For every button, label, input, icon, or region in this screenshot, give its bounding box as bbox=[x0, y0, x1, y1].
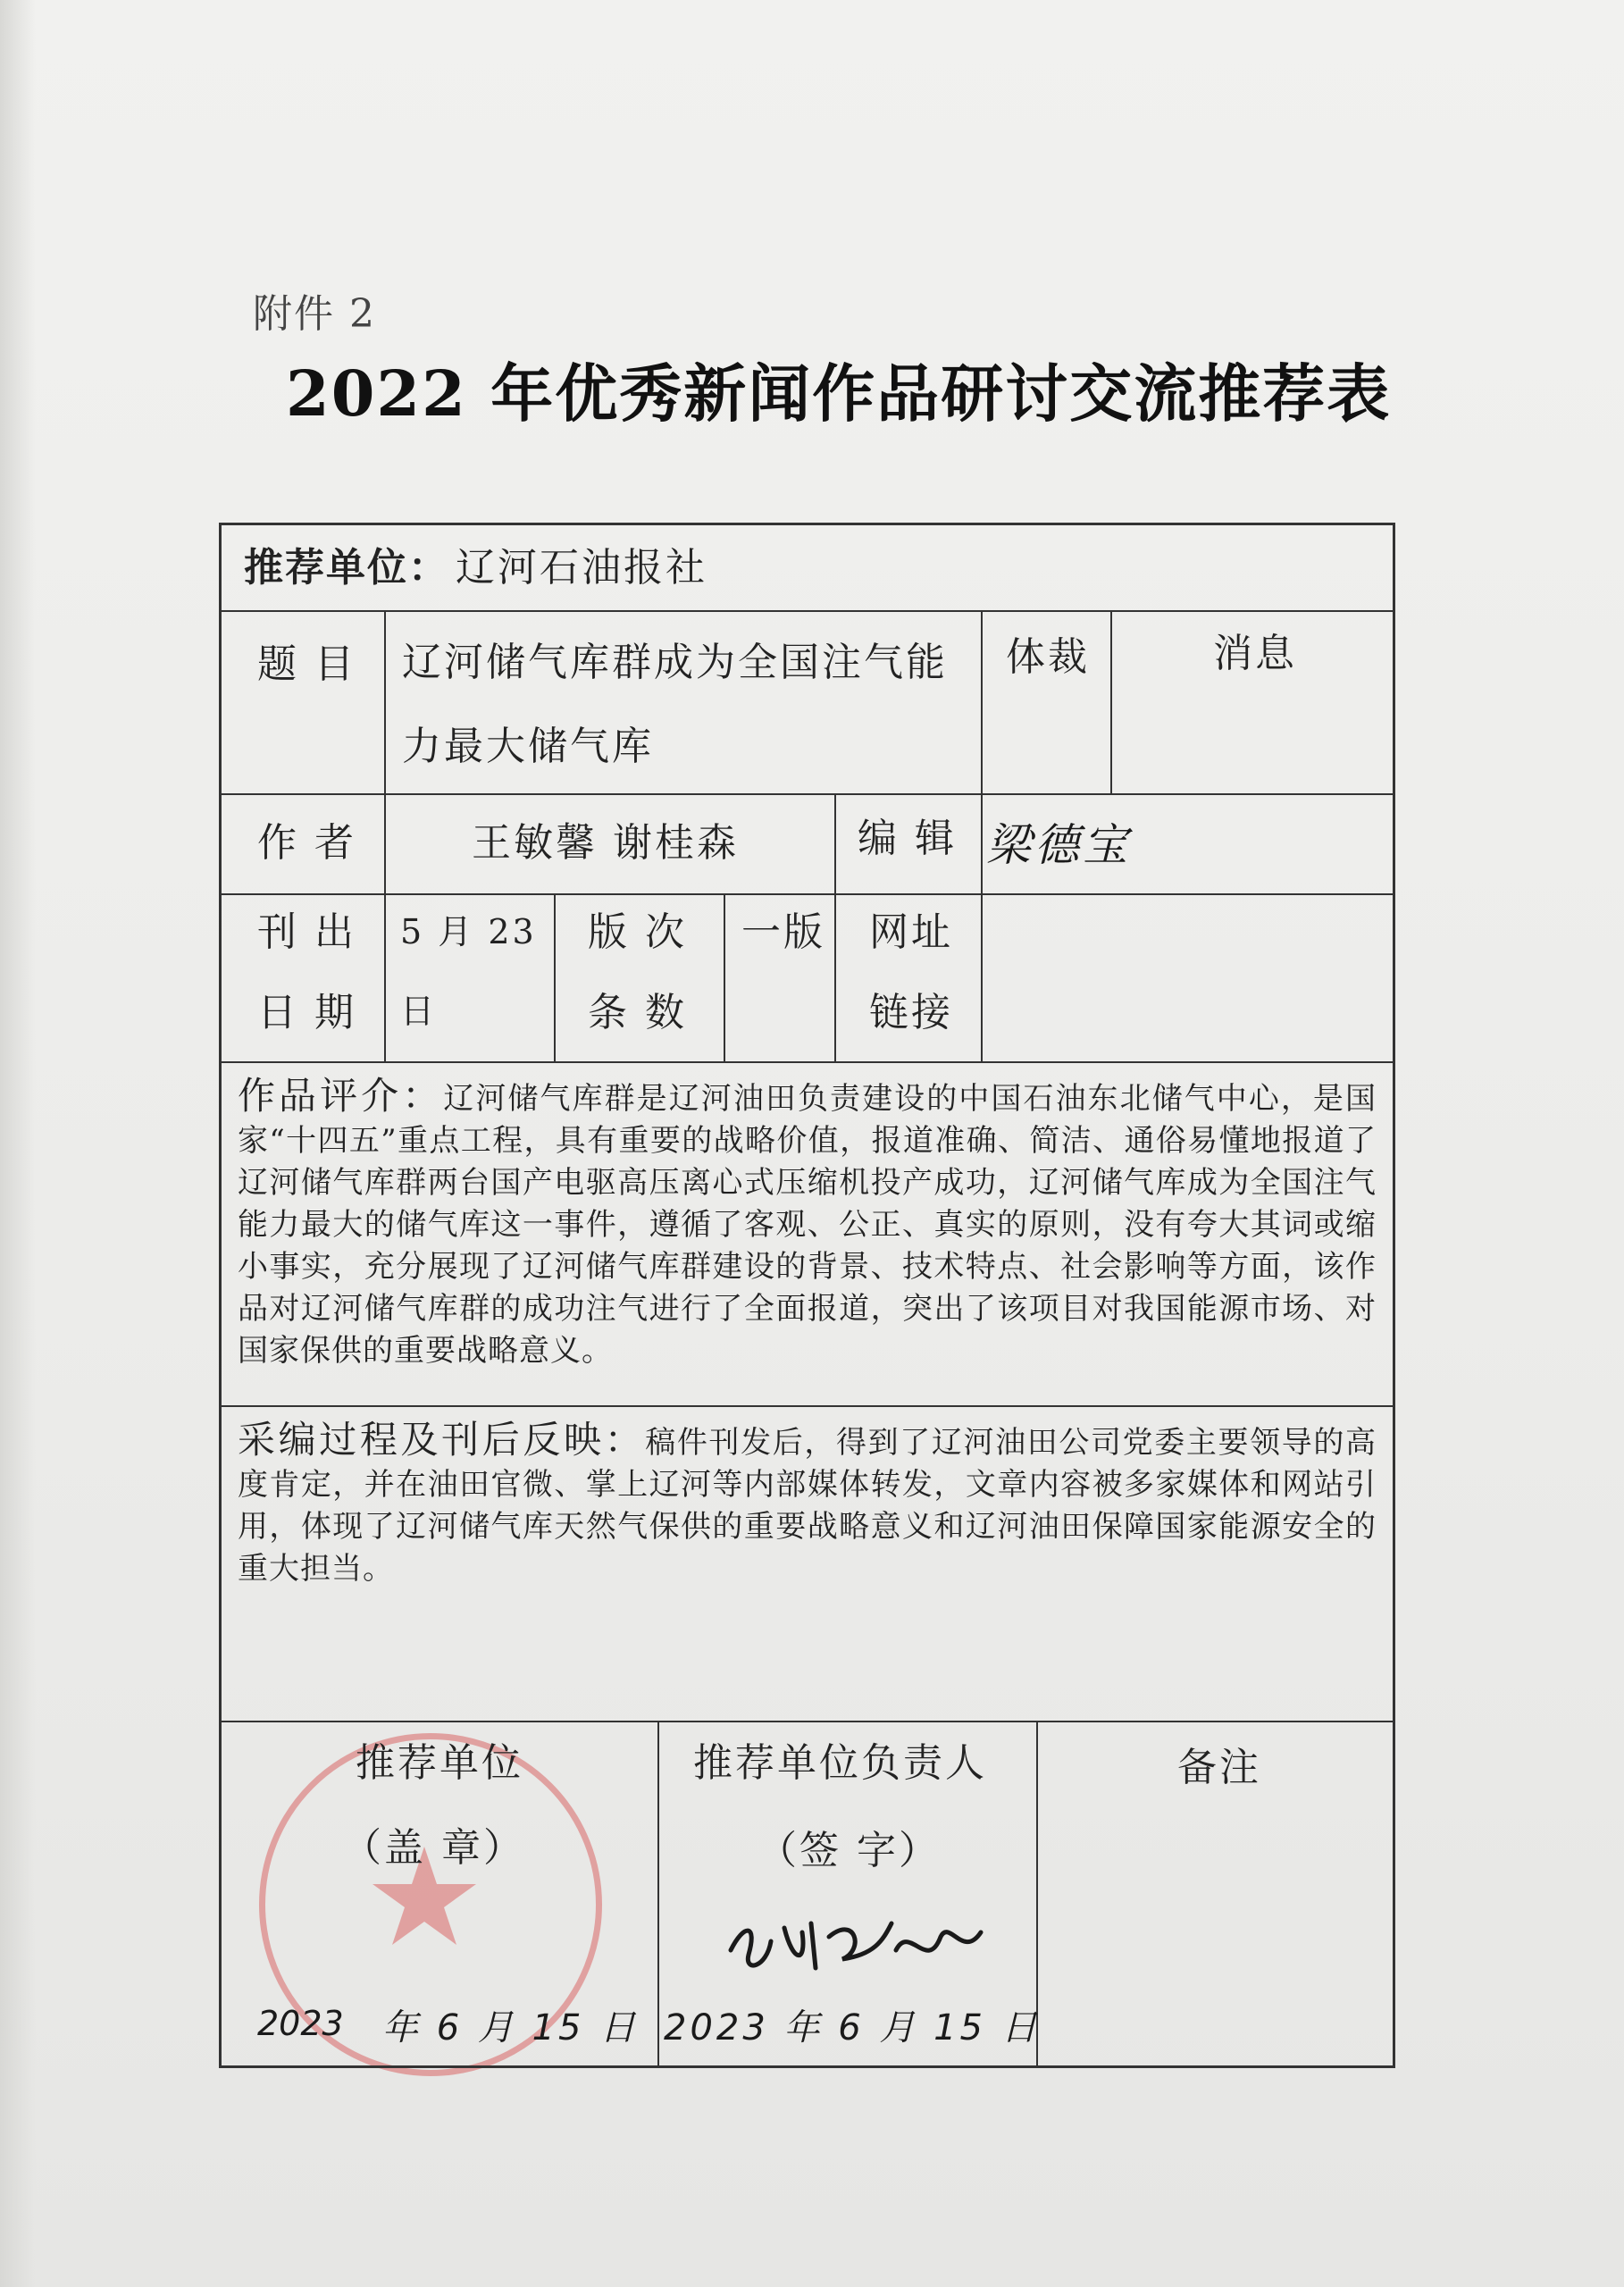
col-divider bbox=[1110, 610, 1112, 793]
author-label: 作 者 bbox=[257, 820, 356, 866]
row-divider bbox=[222, 1721, 1393, 1722]
col-divider bbox=[834, 793, 836, 1061]
process-section bbox=[238, 1419, 1377, 1590]
url-label-line2: 链接 bbox=[869, 990, 953, 1035]
unit-value: 辽河石油报社 bbox=[456, 545, 707, 591]
col-divider bbox=[981, 793, 983, 1061]
title-value-line2: 力最大储气库 bbox=[402, 724, 654, 769]
sign-person-note: （签 字） bbox=[758, 1828, 941, 1873]
date-label-line1: 刊 出 bbox=[257, 909, 356, 955]
title-value-line1: 辽河储气库群成为全国注气能 bbox=[402, 640, 948, 685]
url-label-line1: 网址 bbox=[869, 909, 953, 955]
genre-value: 消息 bbox=[1213, 631, 1297, 676]
document-title: 2022 年优秀新闻作品研讨交流推荐表 bbox=[286, 356, 1392, 431]
process-text: 稿件刊发后，得到了辽河油田公司党委主要领导的高度肯定，并在油田官微、掌上辽河等内部媒体转发，文章内容被多家媒体和网站引用，体现了辽河储气库天然气保供的重要战略意义和辽河油田保障国家能源安全的重大担当。 bbox=[238, 1425, 1377, 1587]
genre-label: 体裁 bbox=[1006, 634, 1090, 680]
row-divider bbox=[222, 893, 1393, 895]
date-value-line2: 日 bbox=[400, 992, 438, 1031]
sign-unit-date-rest: 年 6 月 15 日 bbox=[382, 2007, 640, 2048]
paper-fold-shadow bbox=[0, 0, 36, 2287]
col-divider bbox=[384, 610, 386, 1061]
evaluation-section bbox=[238, 1075, 1377, 1372]
unit-label: 推荐单位： bbox=[244, 545, 449, 591]
evaluation-text: 辽河储气库群是辽河油田负责建设的中国石油东北储气中心，是国家“十四五”重点工程，具有重要的战略价值，报道准确、简洁、通俗易懂地报道了辽河储气库群两台国产电驱高压离心式压缩机投产成功，辽河储气库成为全国注气能力最大的储气库这一事件，遵循了客观、公正、真实的原则，没有夸大其词或缩小事实，充分展现了辽河储气库群建设的背景、技术特点、社会影响等方面，该作品对辽河储气库群的成功注气进行了全面报道，突出了该项目对我国能源市场、对国家保供的重要战略意义。 bbox=[238, 1081, 1377, 1369]
sign-person-date: 2023 年 6 月 15 日 bbox=[664, 2007, 1041, 2048]
author-value: 王敏馨 谢桂森 bbox=[472, 820, 739, 866]
date-value-line1: 5 月 23 bbox=[400, 912, 537, 951]
col-divider bbox=[657, 1721, 659, 2065]
sign-unit-seal-note: （盖 章） bbox=[342, 1825, 525, 1871]
handwritten-signature bbox=[722, 1888, 990, 1986]
attachment-label: 附件 2 bbox=[253, 291, 376, 337]
sign-unit-date-year: 2023 bbox=[257, 2004, 344, 2043]
row-divider bbox=[222, 610, 1393, 612]
editor-value: 梁德宝 bbox=[986, 819, 1131, 871]
row-divider bbox=[222, 1405, 1393, 1407]
edition-label-line1: 版 次 bbox=[588, 909, 687, 955]
remarks-label: 备注 bbox=[1177, 1745, 1261, 1790]
editor-label: 编 辑 bbox=[858, 816, 957, 861]
date-label-line2: 日 期 bbox=[257, 990, 356, 1035]
col-divider bbox=[981, 610, 983, 793]
sign-unit-label: 推荐单位 bbox=[356, 1740, 523, 1786]
col-divider bbox=[554, 893, 556, 1061]
row-divider bbox=[222, 1061, 1393, 1063]
sign-person-label: 推荐单位负责人 bbox=[693, 1740, 987, 1786]
evaluation-label: 作品评介： bbox=[238, 1074, 444, 1118]
process-label: 采编过程及刊后反映： bbox=[238, 1418, 646, 1462]
edition-label-line2: 条 数 bbox=[588, 990, 687, 1035]
edition-value: 一版 bbox=[741, 909, 825, 955]
recommendation-form bbox=[219, 523, 1395, 2068]
title-label: 题 目 bbox=[257, 641, 356, 687]
row-divider bbox=[222, 793, 1393, 795]
col-divider bbox=[724, 893, 725, 1061]
